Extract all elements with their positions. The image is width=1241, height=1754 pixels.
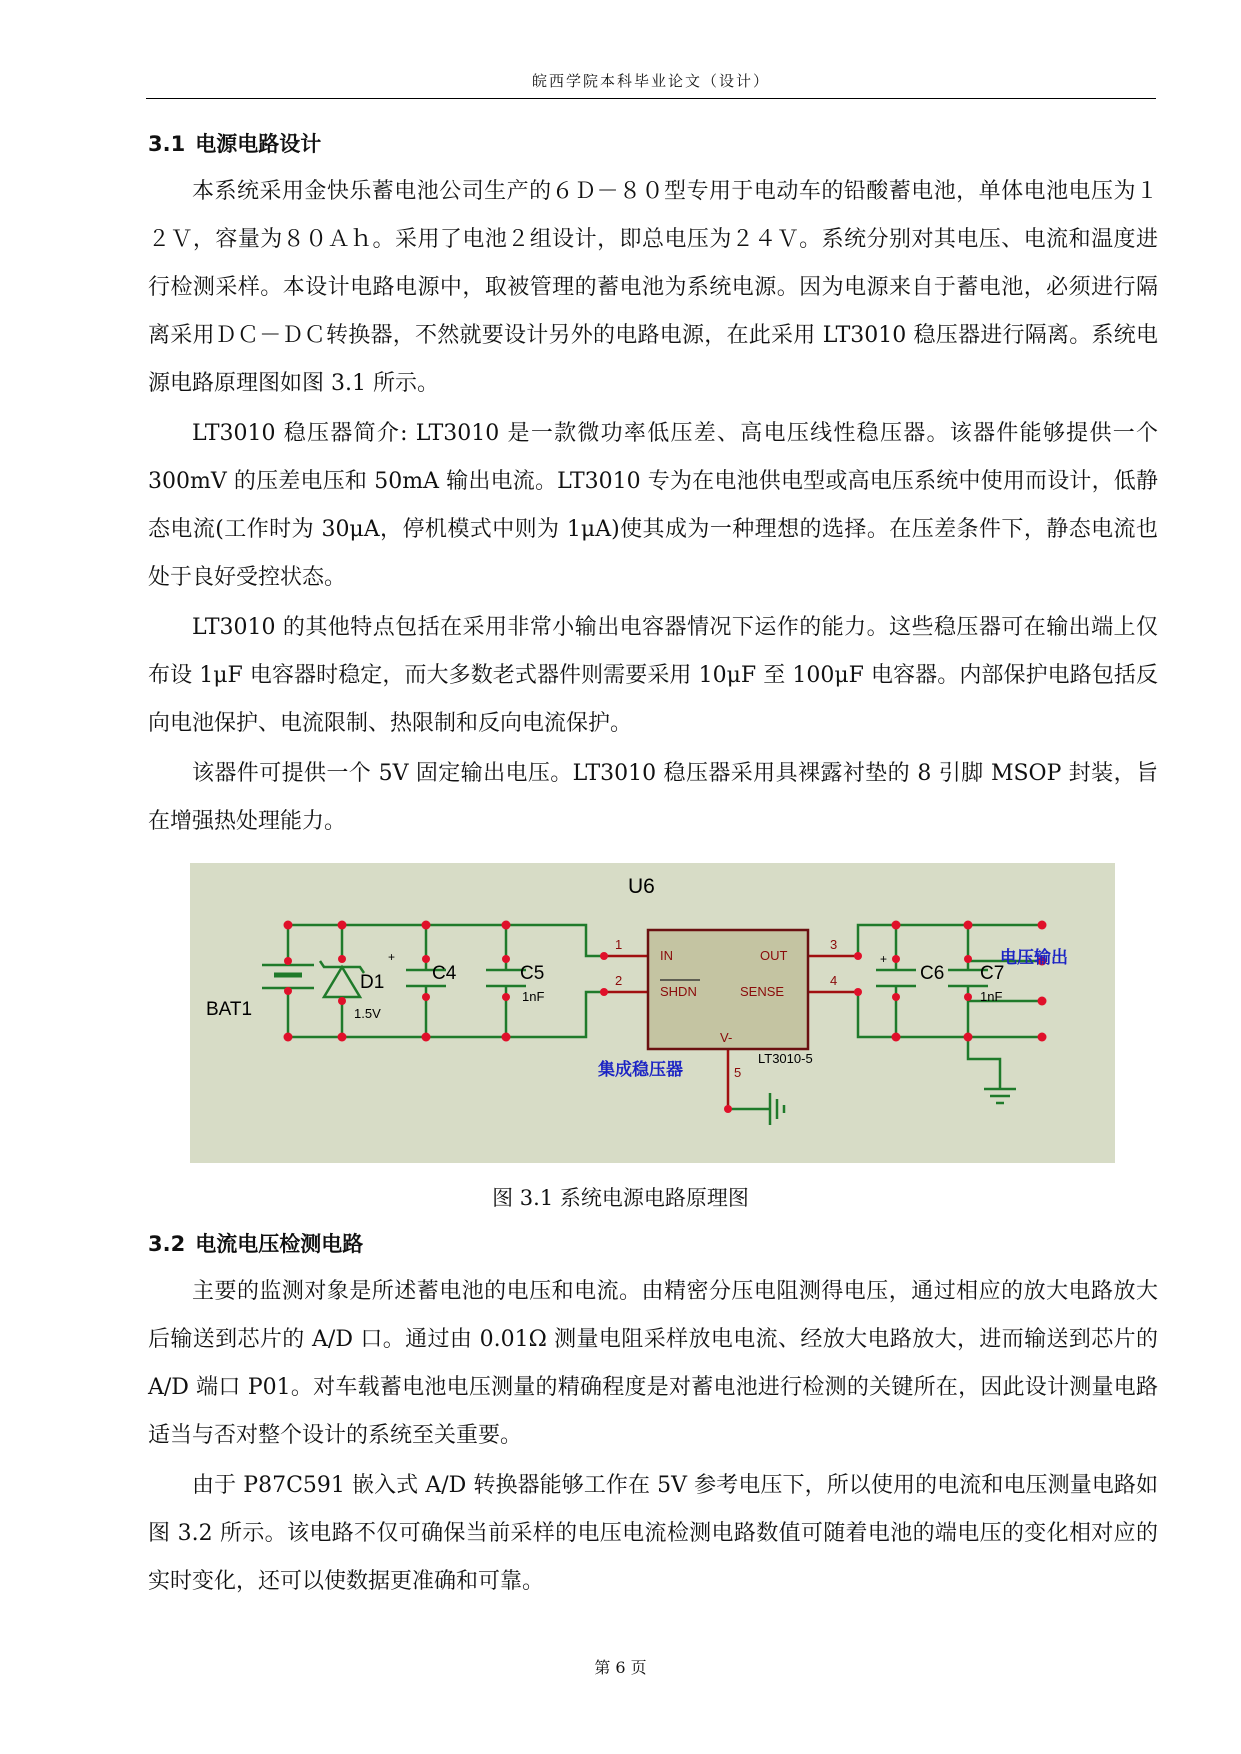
paragraph: 由于 P87C591 嵌入式 A/D 转换器能够工作在 5V 参考电压下，所以使用的电流和电压测量电路如图 3.2 所示。该电路不仅可确保当前采样的电压电流检测电路数值可随着电池的端电压的变化相对应的实时变化，还可以使数据更准确和可靠。 bbox=[148, 1473, 1158, 1594]
label-vminus: V- bbox=[720, 1030, 733, 1045]
section-title: 电源电路设计 bbox=[195, 132, 322, 156]
label-bat1: BAT1 bbox=[206, 999, 253, 1020]
section-number: 3.1 bbox=[148, 132, 186, 156]
label-plus-c4: + bbox=[388, 950, 396, 964]
circuit-diagram bbox=[190, 863, 1115, 1163]
paragraph: LT3010 的其他特点包括在采用非常小输出电容器情况下运作的能力。这些稳压器可在输出端上仅布设 1μF 电容器时稳定，而大多数老式器件则需要采用 10μF 至 100μF 电容器。内部保护电路包括反向电池保护、电流限制、热限制和反向电流保护。 bbox=[148, 615, 1158, 736]
figure-caption: 图 3.1 系统电源电路原理图 bbox=[492, 1186, 749, 1210]
section-title: 电流电压检测电路 bbox=[195, 1232, 364, 1256]
label-shdn: SHDN bbox=[660, 984, 697, 999]
label-c7-value: 1nF bbox=[980, 989, 1003, 1004]
paragraph: 该器件可提供一个 5V 固定输出电压。LT3010 稳压器采用具裸露衬垫的 8 引脚 MSOP 封装，旨在增强热处理能力。 bbox=[148, 761, 1158, 834]
label-in: IN bbox=[660, 948, 673, 963]
label-chip: LT3010-5 bbox=[758, 1051, 813, 1066]
label-out: OUT bbox=[760, 948, 788, 963]
label-plus-c6: + bbox=[880, 952, 888, 966]
header-rule bbox=[146, 98, 1156, 99]
paragraph: 主要的监测对象是所述蓄电池的电压和电流。由精密分压电阻测得电压，通过相应的放大电路放大后输送到芯片的 A/D 口。通过由 0.01Ω 测量电阻采样放电电流、经放大电路放大，进而输送到芯片的 A/D 端口 P01。对车载蓄电池电压测量的精确程度是对蓄电池进行检测的关键所在，因此设计测量电路适当与否对整个设计的系统至关重要。 bbox=[148, 1279, 1158, 1448]
label-c5-value: 1nF bbox=[522, 989, 545, 1004]
label-sense: SENSE bbox=[740, 984, 785, 999]
label-output: 电压输出 bbox=[1000, 948, 1068, 967]
page-number: 第 6 页 bbox=[594, 1658, 647, 1677]
section-heading-3-1 bbox=[148, 128, 321, 158]
label-regulator: 集成稳压器 bbox=[598, 1060, 683, 1079]
label-pin4: 4 bbox=[830, 973, 838, 988]
paragraph: 本系统采用金快乐蓄电池公司生产的６Ｄ－８０型专用于电动车的铅酸蓄电池，单体电池电压为１２Ｖ，容量为８０Ａｈ。采用了电池２组设计，即总电压为２４Ｖ。系统分别对其电压、电流和温度进行检测采样。本设计电路电源中，取被管理的蓄电池为系统电源。因为电源来自于蓄电池，必须进行隔离采用ＤＣ－ＤＣ转换器，不然就要设计另外的电路电源，在此采用 LT3010 稳压器进行隔离。系统电源电路原理图如图 3.1 所示。 bbox=[148, 179, 1158, 396]
label-pin5: 5 bbox=[734, 1065, 742, 1080]
page-header: 皖西学院本科毕业论文（设计） bbox=[531, 72, 770, 90]
label-c5: C5 bbox=[520, 963, 545, 984]
circuit-schematic bbox=[190, 863, 1115, 1163]
label-c6: C6 bbox=[920, 963, 945, 984]
label-d1: D1 bbox=[360, 972, 385, 993]
paragraph: LT3010 稳压器简介: LT3010 是一款微功率低压差、高电压线性稳压器。该器件能够提供一个 300mV 的压差电压和 50mA 输出电流。LT3010 专为在电池供电型或高电压系统中使用而设计，低静态电流(工作时为 30μA，停机模式中则为 1μA)使其成为一种理想的选择。在压差条件下，静态电流也处于良好受控状态。 bbox=[148, 421, 1158, 590]
label-c7: C7 bbox=[980, 963, 1005, 984]
label-pin1: 1 bbox=[615, 937, 623, 952]
section-number: 3.2 bbox=[148, 1232, 186, 1256]
label-u6: U6 bbox=[628, 875, 655, 898]
section-heading-3-2 bbox=[148, 1228, 363, 1258]
label-pin2: 2 bbox=[615, 973, 623, 988]
label-c4: C4 bbox=[432, 963, 457, 984]
label-d1-value: 1.5V bbox=[354, 1006, 381, 1021]
label-pin3: 3 bbox=[830, 937, 838, 952]
